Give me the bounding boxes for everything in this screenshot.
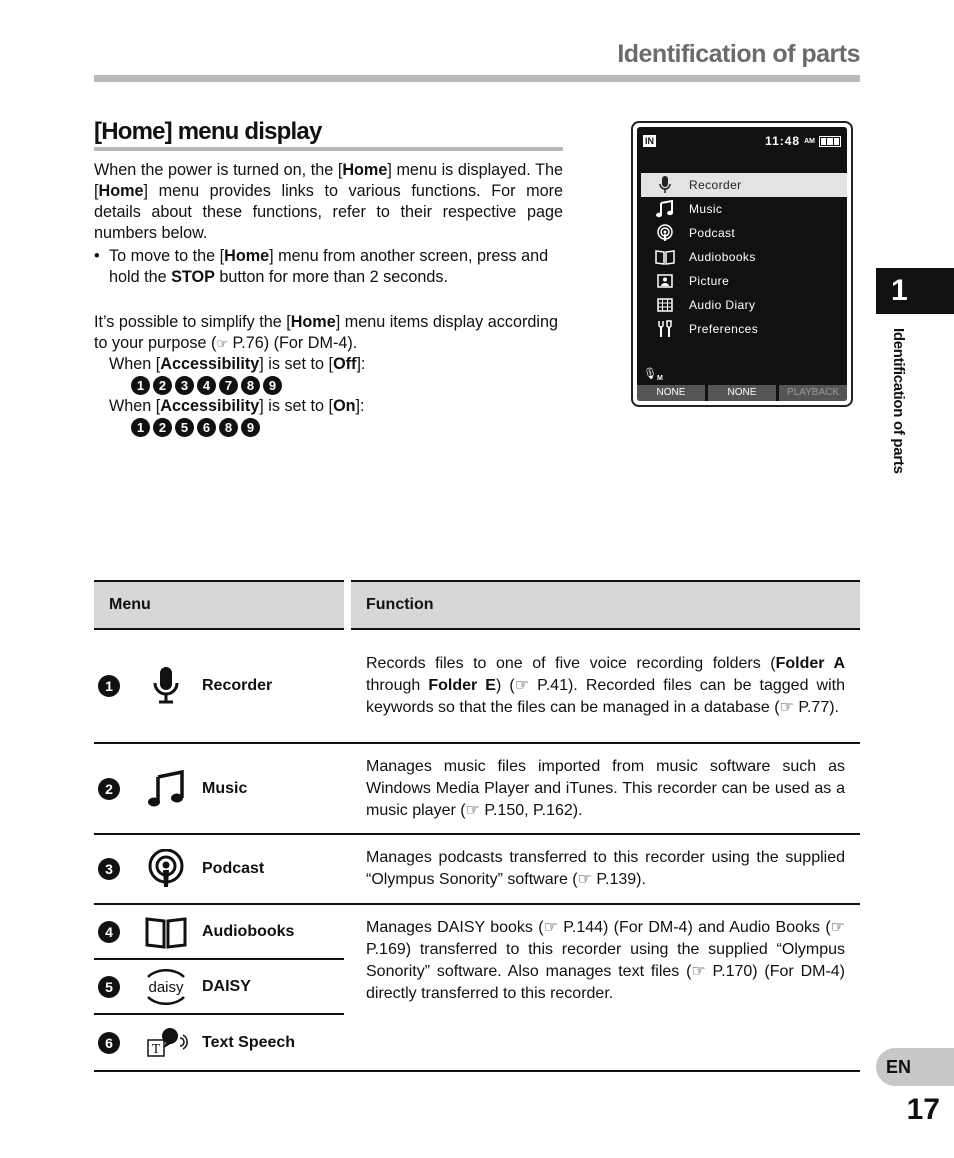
calendar-icon [655,296,675,314]
table-row [94,835,860,905]
intro-paragraph: When the power is turned on, the [Home] menu is displayed. The [Home] menu provides links to various functions. For more details about these functions, refer to their respective page numbers below. [94,161,563,242]
open-book-icon [655,248,675,266]
table-header [94,580,860,630]
item-number-badge: 1 [131,418,150,437]
function-description: Manages music files imported from music software such as Windows Media Player and iTunes. This recorder can be used as a music player (☞ P.150, P.162). [366,757,845,819]
item-number: 2 [98,778,120,800]
mic-sensitivity-indicator: $🎙_M$ [643,367,663,382]
podcast-icon [655,224,675,242]
accessibility-off-line: When [Accessibility] is set to [Off]: [109,355,366,373]
open-book-icon [140,910,192,954]
item-number-badge: 5 [175,418,194,437]
accessibility-on-items [94,418,563,437]
table-row [94,630,860,744]
item-number-badge: 4 [197,376,216,395]
device-softkeys [637,385,847,401]
svg-text:T: T [151,1041,161,1057]
softkey-f1[interactable]: NONE [637,385,705,401]
device-menu-item-audiobooks[interactable]: Audiobooks [641,245,847,269]
function-description: Records files to one of five voice recording folders (Folder A through Folder E) (☞ P.41). Recorded files can be tagged with keywords so that the files can be managed in a database (☞ P.77). [366,655,846,716]
body-text [94,160,563,438]
item-number-badge: 8 [219,418,238,437]
memory-indicator: IN [645,136,654,146]
item-number-badge: 9 [241,418,260,437]
svg-text:daisy: daisy [148,978,184,996]
item-number-badge: 2 [153,376,172,395]
microphone-icon [140,664,192,708]
item-number-badge: 6 [197,418,216,437]
function-description: Manages DAISY books (☞ P.144) (For DM-4) and Audio Books (☞ P.169) transferred to this recorder using the supplied “Olympus Sonority” software. Also manages text files (☞ P.170) (For DM-4) directly transferred to this recorder. [366,919,845,1002]
table-row [94,744,860,835]
softkey-f2[interactable]: NONE [708,385,776,401]
bullet-dot: • [94,247,100,265]
device-clock: 11:48 AM [765,134,841,148]
menu-name: Text Speech [202,1033,296,1051]
daisy-logo-icon [140,965,192,1009]
section-title: [Home] menu display [94,118,563,151]
page-number: 17 [906,1093,940,1126]
reference-icon: ☞ [216,336,229,351]
menu-function-table [94,580,860,1072]
page-header [94,40,860,82]
device-menu-item-podcast[interactable]: Podcast [641,221,847,245]
device-menu-item-audio-diary[interactable]: Audio Diary [641,293,847,317]
header-rule [94,75,860,82]
text-speech-icon [140,1021,192,1065]
table-row-group [94,905,860,1072]
menu-name: Recorder [202,677,273,694]
device-screen-illustration [631,121,853,407]
item-number-badge: 7 [219,376,238,395]
device-home-menu [641,173,847,341]
device-menu-item-music[interactable]: Music [641,197,847,221]
microphone-icon [655,176,675,194]
table-row [94,905,344,960]
simplify-paragraph: It’s possible to simplify the [Home] menu items display according to your purpose (☞ P.76) (For DM-4). [94,313,558,352]
device-menu-item-preferences[interactable]: Preferences [641,317,847,341]
function-description: Manages podcasts transferred to this recorder using the supplied “Olympus Sonority” software (☞ P.139). [366,849,845,888]
table-row [94,1015,344,1070]
battery-icon [819,136,841,147]
device-menu-item-picture[interactable]: Picture [641,269,847,293]
device-display [637,127,847,401]
item-number-badge: 9 [263,376,282,395]
accessibility-off-items [94,376,563,395]
menu-name: Podcast [202,860,265,877]
item-number: 3 [98,858,120,880]
item-number: 4 [98,921,120,943]
picture-icon [655,272,675,290]
item-number: 5 [98,976,120,998]
side-chapter-label: Identification of parts [890,328,907,474]
item-number-badge: 2 [153,418,172,437]
column-header-menu: Menu [94,580,344,630]
chapter-tab: 1 [876,268,954,314]
item-number-badge: 8 [241,376,260,395]
music-note-icon [655,200,675,218]
accessibility-on-line: When [Accessibility] is set to [On]: [109,397,365,415]
music-note-icon [140,767,192,811]
podcast-icon [140,847,192,891]
menu-name: Music [202,779,248,797]
device-status-bar [643,133,841,149]
bullet-item: • To move to the [Home] menu from another screen, press and hold the STOP button for more than 2 seconds. [94,247,549,286]
header-title: Identification of parts [617,40,860,68]
item-number: 1 [98,675,120,697]
column-header-function: Function [351,580,860,630]
table-row [94,960,344,1015]
tools-icon [655,320,675,338]
device-menu-item-recorder[interactable]: Recorder [641,173,847,197]
language-tab: EN [876,1048,954,1086]
menu-name: DAISY [202,977,251,995]
item-number-badge: 3 [175,376,194,395]
item-number: 6 [98,1032,120,1054]
item-number-badge: 1 [131,376,150,395]
menu-name: Audiobooks [202,922,295,940]
softkey-f3[interactable]: PLAYBACK [779,385,847,401]
